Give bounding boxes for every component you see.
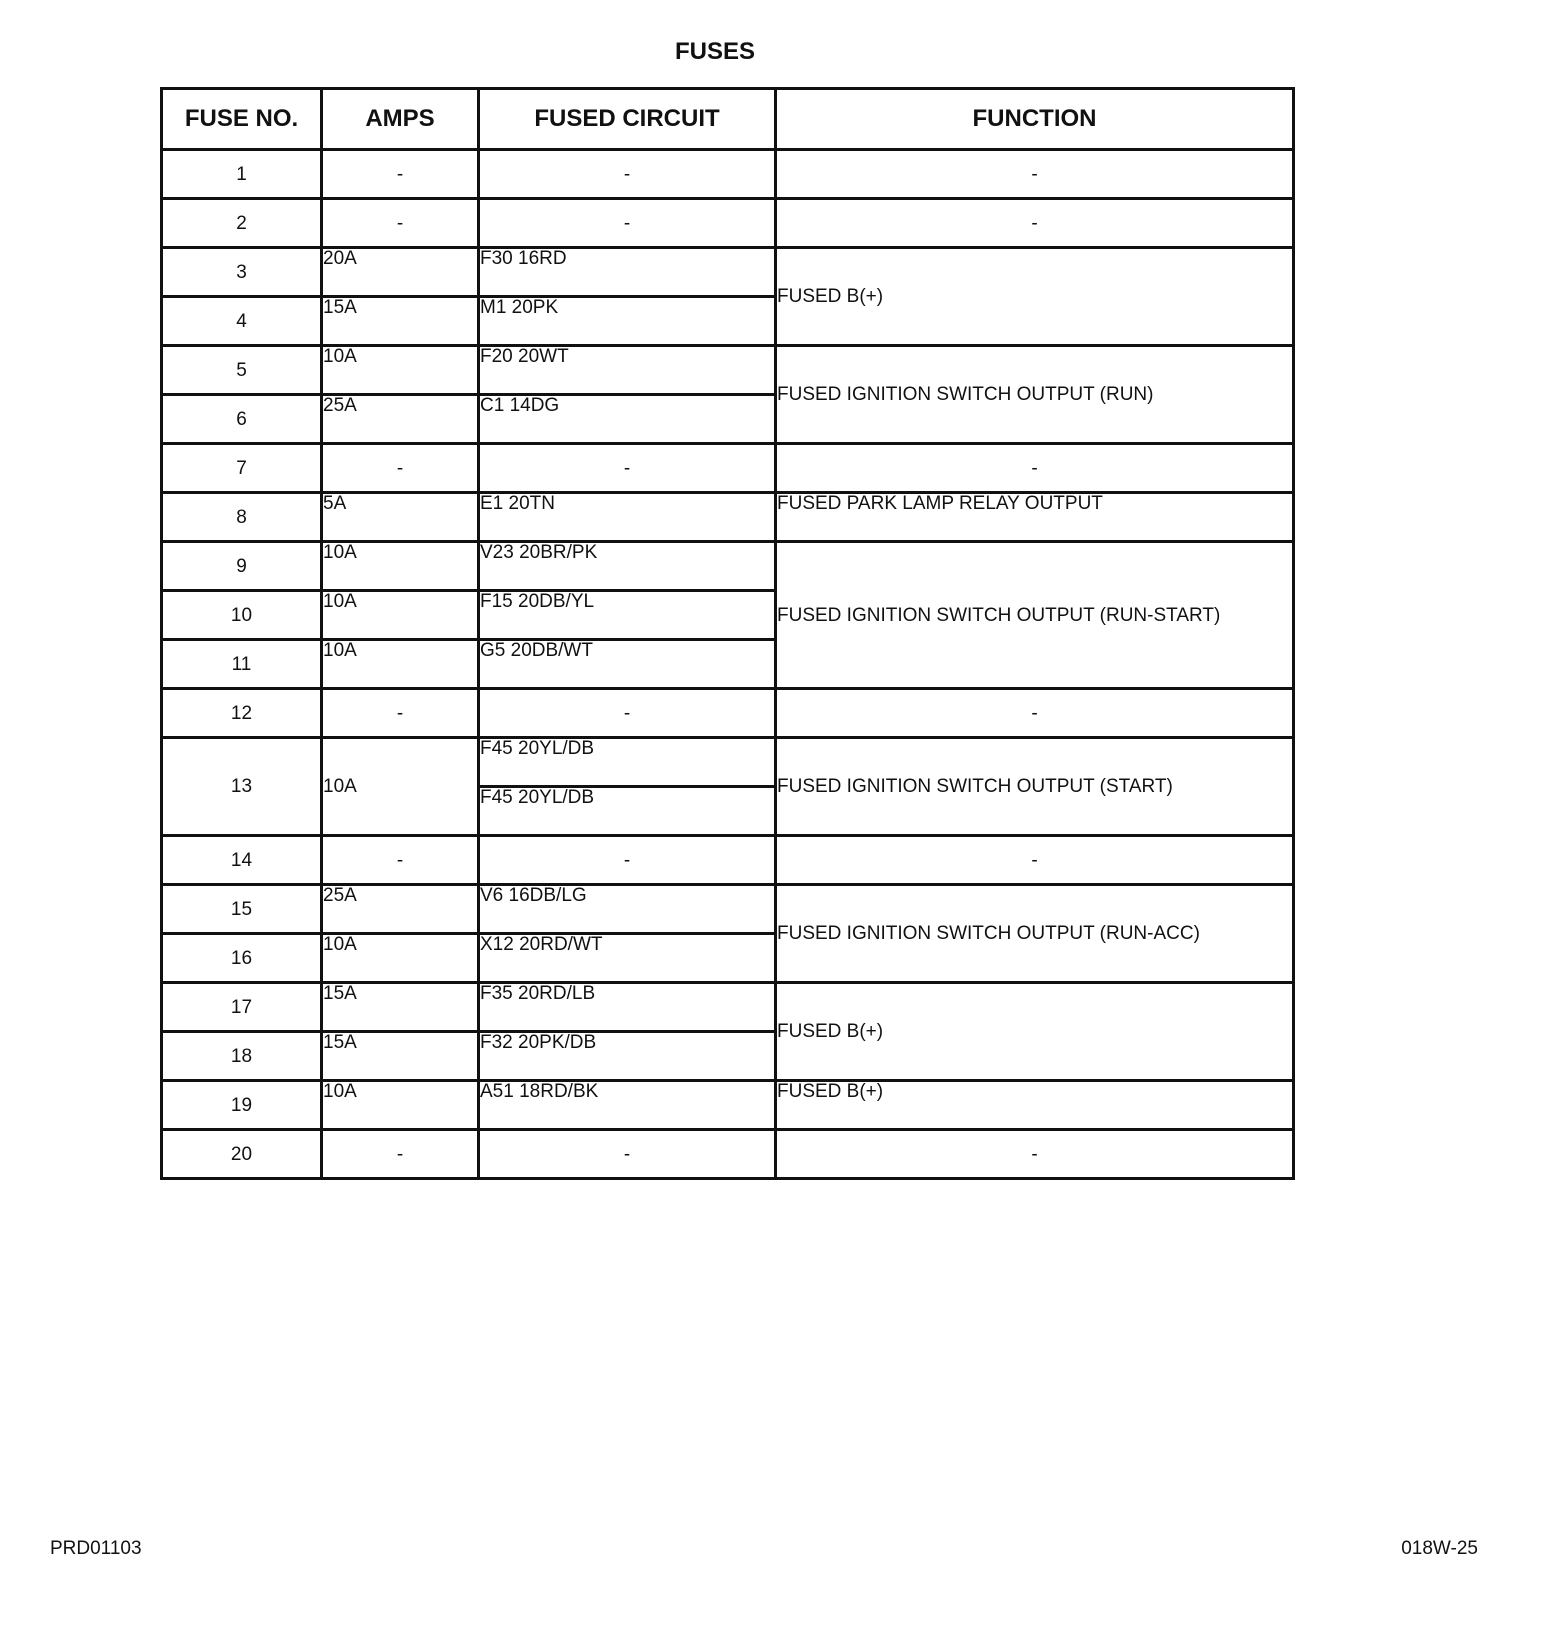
fused-circuit: - — [479, 1130, 776, 1179]
fuse-number: 1 — [162, 150, 322, 199]
fuse-amps: 15A — [322, 297, 479, 346]
table-row — [162, 346, 1294, 395]
fuse-amps: 10A — [322, 542, 479, 591]
fused-circuit: C1 14DG — [479, 395, 776, 444]
fuse-number: 3 — [162, 248, 322, 297]
fuse-function: FUSED PARK LAMP RELAY OUTPUT — [776, 493, 1294, 542]
fuse-amps: 25A — [322, 395, 479, 444]
fuse-amps: 10A — [322, 738, 479, 836]
fuse-function: FUSED IGNITION SWITCH OUTPUT (RUN) — [776, 346, 1294, 444]
fuse-number: 14 — [162, 836, 322, 885]
fuse-amps: - — [322, 689, 479, 738]
fuse-number: 10 — [162, 591, 322, 640]
fused-circuit: - — [479, 199, 776, 248]
fuse-amps: 10A — [322, 934, 479, 983]
fuse-function: - — [776, 689, 1294, 738]
fuse-table — [160, 87, 1295, 1180]
fused-circuit: - — [479, 444, 776, 493]
fuse-number: 5 — [162, 346, 322, 395]
table-row — [162, 689, 1294, 738]
fused-circuit: F30 16RD — [479, 248, 776, 297]
fuse-amps: - — [322, 444, 479, 493]
fuse-number: 15 — [162, 885, 322, 934]
fuse-amps: 10A — [322, 591, 479, 640]
fused-circuit: A51 18RD/BK — [479, 1081, 776, 1130]
fuse-amps: 10A — [322, 1081, 479, 1130]
fuse-amps: - — [322, 836, 479, 885]
figure-code: 018W-25 — [1401, 1538, 1478, 1559]
table-row — [162, 885, 1294, 934]
fuse-number: 16 — [162, 934, 322, 983]
fuse-amps: - — [322, 1130, 479, 1179]
fuse-function: FUSED IGNITION SWITCH OUTPUT (START) — [776, 738, 1294, 836]
fuse-function: FUSED IGNITION SWITCH OUTPUT (RUN-ACC) — [776, 885, 1294, 983]
fuse-function: FUSED B(+) — [776, 1081, 1294, 1130]
fused-circuit: - — [479, 689, 776, 738]
fuse-number: 2 — [162, 199, 322, 248]
fused-circuit: V6 16DB/LG — [479, 885, 776, 934]
fused-circuit: F15 20DB/YL — [479, 591, 776, 640]
fuse-function: - — [776, 836, 1294, 885]
fuse-number: 11 — [162, 640, 322, 689]
fuse-number: 8 — [162, 493, 322, 542]
table-row — [162, 983, 1294, 1032]
header-amps: AMPS — [322, 89, 479, 150]
fuse-function: FUSED IGNITION SWITCH OUTPUT (RUN-START) — [776, 542, 1294, 689]
fuse-function: FUSED B(+) — [776, 248, 1294, 346]
fuse-number: 20 — [162, 1130, 322, 1179]
fuse-function: - — [776, 1130, 1294, 1179]
fuse-amps: - — [322, 199, 479, 248]
fuse-number: 4 — [162, 297, 322, 346]
fuse-amps: 5A — [322, 493, 479, 542]
table-row — [162, 150, 1294, 199]
fused-circuit: E1 20TN — [479, 493, 776, 542]
fused-circuit: F45 20YL/DB — [479, 738, 776, 787]
table-header-row — [162, 89, 1294, 150]
fused-circuit: G5 20DB/WT — [479, 640, 776, 689]
fuse-function: - — [776, 444, 1294, 493]
fuse-amps: 10A — [322, 640, 479, 689]
fuse-number: 18 — [162, 1032, 322, 1081]
fuse-number: 17 — [162, 983, 322, 1032]
table-row — [162, 1130, 1294, 1179]
fuse-amps: 25A — [322, 885, 479, 934]
table-row — [162, 738, 1294, 787]
table-row — [162, 199, 1294, 248]
fuse-function: FUSED B(+) — [776, 983, 1294, 1081]
fused-circuit: F35 20RD/LB — [479, 983, 776, 1032]
fused-circuit: - — [479, 150, 776, 199]
fused-circuit: M1 20PK — [479, 297, 776, 346]
table-row — [162, 493, 1294, 542]
header-fused-circuit: FUSED CIRCUIT — [479, 89, 776, 150]
table-row — [162, 444, 1294, 493]
fused-circuit: - — [479, 836, 776, 885]
fuse-function: - — [776, 199, 1294, 248]
header-fuse-no: FUSE NO. — [162, 89, 322, 150]
table-row — [162, 836, 1294, 885]
fuse-number: 6 — [162, 395, 322, 444]
fused-circuit: V23 20BR/PK — [479, 542, 776, 591]
fuse-amps: 20A — [322, 248, 479, 297]
table-row — [162, 248, 1294, 297]
fuse-number: 9 — [162, 542, 322, 591]
fused-circuit: X12 20RD/WT — [479, 934, 776, 983]
fuse-number: 19 — [162, 1081, 322, 1130]
fused-circuit: F20 20WT — [479, 346, 776, 395]
fuse-amps: 15A — [322, 983, 479, 1032]
fuse-number: 12 — [162, 689, 322, 738]
fuse-number: 13 — [162, 738, 322, 836]
fuse-amps: 10A — [322, 346, 479, 395]
fuse-amps: 15A — [322, 1032, 479, 1081]
document-code: PRD01103 — [50, 1538, 142, 1559]
table-row — [162, 542, 1294, 591]
fuse-amps: - — [322, 150, 479, 199]
fuse-function: - — [776, 150, 1294, 199]
header-function: FUNCTION — [776, 89, 1294, 150]
table-row — [162, 1081, 1294, 1130]
fused-circuit: F32 20PK/DB — [479, 1032, 776, 1081]
page-title: FUSES — [674, 38, 755, 65]
fused-circuit: F45 20YL/DB — [479, 787, 776, 836]
fuse-number: 7 — [162, 444, 322, 493]
